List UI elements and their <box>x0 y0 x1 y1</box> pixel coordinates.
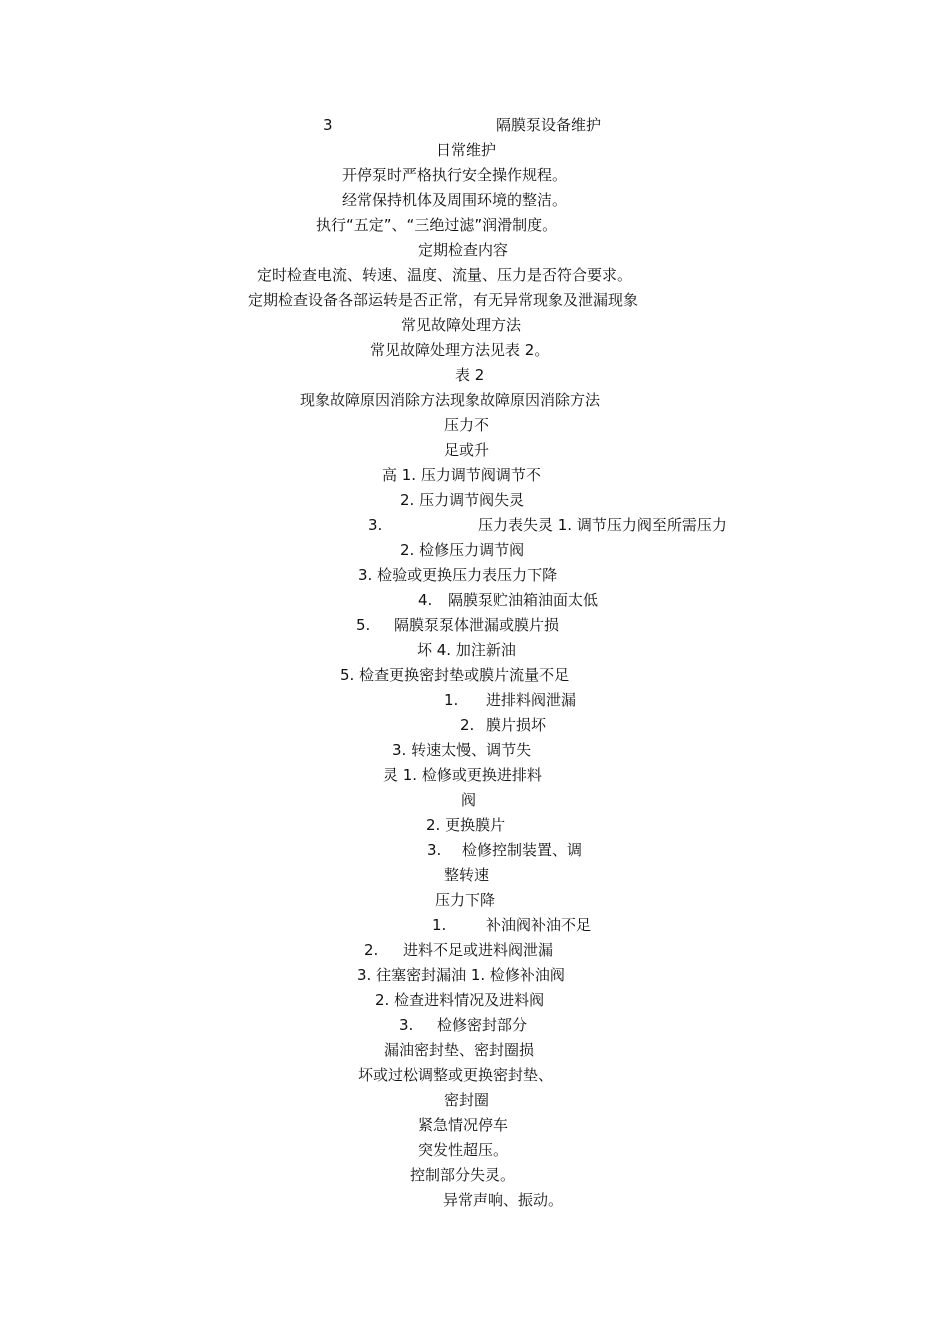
table-text-number: 1. <box>444 691 459 709</box>
subsection-heading: 定期检查内容 <box>418 241 509 259</box>
table-text: 整转速 <box>444 866 490 884</box>
text-line: 定期检查设备各部运转是否正常，有无异常现象及泄漏现象 <box>248 291 639 309</box>
text-line: 开停泵时严格执行安全操作规程。 <box>342 166 568 184</box>
text-line: 异常声响、振动。 <box>443 1191 564 1209</box>
table-header: 现象故障原因消除方法现象故障原因消除方法 <box>300 391 601 409</box>
text-line: 突发性超压。 <box>418 1141 509 1159</box>
table-text: 进料不足或进料阀泄漏 <box>403 941 554 959</box>
subsection-heading: 常见故障处理方法 <box>401 316 522 334</box>
table-text: 2. 检查进料情况及进料阀 <box>375 991 545 1009</box>
table-text: 高 1. 压力调节阀调节不 <box>382 466 541 484</box>
table-text-number: 1. <box>432 916 447 934</box>
section-title: 隔膜泵设备维护 <box>496 116 602 134</box>
table-text: 隔膜泵贮油箱油面太低 <box>448 591 599 609</box>
table-text-number: 3. <box>399 1016 414 1034</box>
table-text-number: 2. <box>364 941 379 959</box>
table-text: 膜片损坏 <box>486 716 547 734</box>
text-line: 执行“五定”、“三绝过滤”润滑制度。 <box>316 216 558 234</box>
text-line: 经常保持机体及周围环境的整洁。 <box>342 191 568 209</box>
text-line: 定时检查电流、转速、温度、流量、压力是否符合要求。 <box>257 266 633 284</box>
table-text: 2. 更换膜片 <box>426 816 506 834</box>
table-text: 进排料阀泄漏 <box>486 691 577 709</box>
table-text: 足或升 <box>444 441 490 459</box>
table-text: 补油阀补油不足 <box>486 916 592 934</box>
text-line: 常见故障处理方法见表 2。 <box>370 341 550 359</box>
table-text: 压力不 <box>444 416 490 434</box>
table-text-number: 4. <box>418 591 433 609</box>
subsection-heading: 日常维护 <box>436 141 497 159</box>
table-text: 坏 4. 加注新油 <box>417 641 516 659</box>
table-text: 压力表失灵 1. 调节压力阀至所需压力 <box>478 516 727 534</box>
subsection-heading: 紧急情况停车 <box>418 1116 509 1134</box>
table-text-number: 5. <box>356 616 371 634</box>
table-text-number: 2. <box>460 716 475 734</box>
table-caption: 表 2 <box>455 366 485 384</box>
table-text: 3. 往塞密封漏油 1. 检修补油阀 <box>357 966 565 984</box>
table-text: 3. 转速太慢、调节失 <box>392 741 532 759</box>
table-text: 检修密封部分 <box>437 1016 528 1034</box>
table-text: 隔膜泵泵体泄漏或膜片损 <box>394 616 560 634</box>
table-text-number: 3. <box>427 841 442 859</box>
text-line: 控制部分失灵。 <box>410 1166 516 1184</box>
table-text: 密封圈 <box>444 1091 490 1109</box>
table-text: 灵 1. 检修或更换进排料 <box>383 766 542 784</box>
table-text: 压力下降 <box>435 891 496 909</box>
table-text: 2. 检修压力调节阀 <box>400 541 525 559</box>
table-text-number: 3. <box>368 516 383 534</box>
table-text: 漏油密封垫、密封圈损 <box>384 1041 535 1059</box>
table-text: 坏或过松调整或更换密封垫、 <box>358 1066 554 1084</box>
table-text: 检修控制装置、调 <box>462 841 583 859</box>
table-text: 3. 检验或更换压力表压力下降 <box>358 566 558 584</box>
table-text: 阀 <box>461 791 477 809</box>
section-number: 3 <box>323 116 333 134</box>
table-text: 5. 检查更换密封垫或膜片流量不足 <box>340 666 570 684</box>
table-text: 2. 压力调节阀失灵 <box>400 491 525 509</box>
